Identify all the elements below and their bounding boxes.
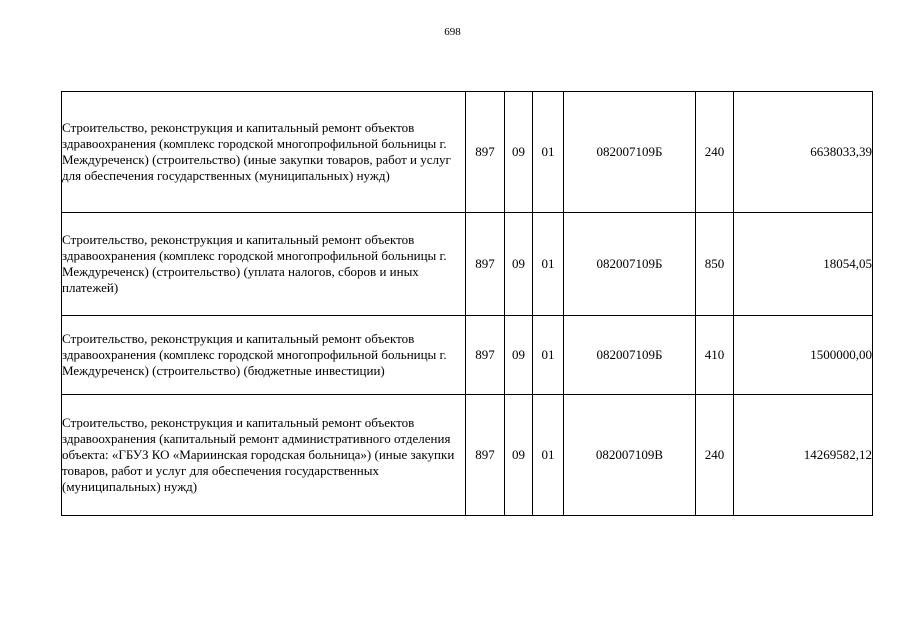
page-number: 698 [444, 26, 461, 38]
target-article-code: 082007109Б [564, 213, 696, 316]
subsection-code: 01 [533, 213, 564, 316]
section-code: 09 [505, 92, 533, 213]
subsection-code: 01 [533, 316, 564, 395]
amount-value: 14269582,12 [734, 395, 873, 516]
amount-value: 6638033,39 [734, 92, 873, 213]
amount-value: 18054,05 [734, 213, 873, 316]
table-row [62, 316, 873, 395]
table-row [62, 395, 873, 516]
expense-description: Строительство, реконструкция и капитальный ремонт объектов здравоохранения (комплекс городской многопрофильной больницы г. Междуреченск) (строительство) (иные закупки товаров, работ и услуг для обеспечения государственных (муниципальных) нужд) [62, 92, 466, 213]
expense-type-code: 240 [696, 395, 734, 516]
expense-type-code: 240 [696, 92, 734, 213]
expense-description: Строительство, реконструкция и капитальный ремонт объектов здравоохранения (комплекс городской многопрофильной больницы г. Междуреченск) (строительство) (уплата налогов, сборов и иных платежей) [62, 213, 466, 316]
ministry-code: 897 [466, 92, 505, 213]
expense-type-code: 850 [696, 213, 734, 316]
section-code: 09 [505, 213, 533, 316]
target-article-code: 082007109Б [564, 92, 696, 213]
target-article-code: 082007109Б [564, 316, 696, 395]
table-row [62, 213, 873, 316]
section-code: 09 [505, 395, 533, 516]
ministry-code: 897 [466, 316, 505, 395]
section-code: 09 [505, 316, 533, 395]
expense-description: Строительство, реконструкция и капитальный ремонт объектов здравоохранения (комплекс городской многопрофильной больницы г. Междуреченск) (строительство) (бюджетные инвестиции) [62, 316, 466, 395]
ministry-code: 897 [466, 213, 505, 316]
table-row [62, 92, 873, 213]
ministry-code: 897 [466, 395, 505, 516]
expense-type-code: 410 [696, 316, 734, 395]
expense-description: Строительство, реконструкция и капитальный ремонт объектов здравоохранения (капитальный ремонт административного отделения объекта: «ГБУЗ КО «Мариинская городская больница») (иные закупки товаров, работ и услуг для обеспечения государственных (муниципальных) нужд) [62, 395, 466, 516]
amount-value: 1500000,00 [734, 316, 873, 395]
budget-table [61, 91, 873, 516]
subsection-code: 01 [533, 395, 564, 516]
subsection-code: 01 [533, 92, 564, 213]
target-article-code: 082007109В [564, 395, 696, 516]
